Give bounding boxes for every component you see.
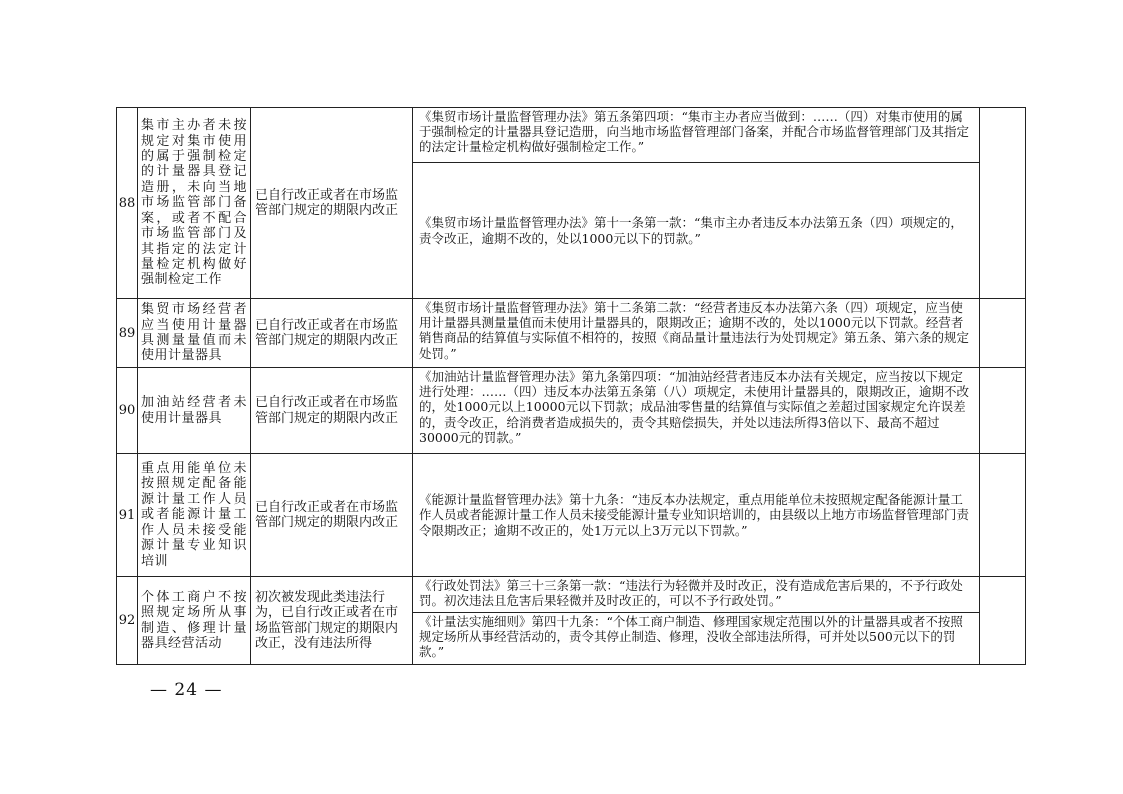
table-row [117,368,1026,454]
table-row [117,577,1026,613]
exemption-condition: 已自行改正或者在市场监管部门规定的期限内改正 [251,368,413,454]
exemption-condition: 已自行改正或者在市场监管部门规定的期限内改正 [251,454,413,577]
legal-basis: 《集贸市场计量监督管理办法》第五条第四项：“集市主办者应当做到：……（四）对集市使用的属于强制检定的计量器具登记造册，向当地市场监督管理部门备案，并配合市场监督管理部门及其指定的法定计量检定机构做好强制检定工作。” [413,108,980,163]
row-number: 88 [117,108,138,299]
violation-item: 重点用能单位未按照规定配备能源计量工作人员或者能源计量工作人员未接受能源计量专业知识培训 [138,454,251,577]
table-row [117,299,1026,368]
legal-basis: 《能源计量监督管理办法》第十九条：“违反本办法规定，重点用能单位未按照规定配备能源计量工作人员或者能源计量工作人员未接受能源计量专业知识培训的，由县级以上地方市场监督管理部门责令限期改正；逾期不改正的，处1万元以上3万元以下罚款。” [413,454,980,577]
remarks-cell [980,108,1026,299]
row-number: 89 [117,299,138,368]
legal-basis: 《计量法实施细则》第四十九条：“个体工商户制造、修理国家规定范围以外的计量器具或者不按照规定场所从事经营活动的，责令其停止制造、修理，没收全部违法所得，可并处以500元以下的罚款。” [413,613,980,665]
legal-basis: 《行政处罚法》第三十三条第一款：“违法行为轻微并及时改正，没有造成危害后果的，不予行政处罚。初次违法且危害后果轻微并及时改正的，可以不予行政处罚。” [413,577,980,613]
remarks-cell [980,577,1026,665]
violation-item: 个体工商户不按照规定场所从事制造、修理计量器具经营活动 [138,577,251,665]
violation-item: 集贸市场经营者应当使用计量器具测量量值而未使用计量器具 [138,299,251,368]
legal-basis: 《加油站计量监督管理办法》第九条第四项：“加油站经营者违反本办法有关规定，应当按以下规定进行处理：……（四）违反本办法第五条第（八）项规定，未使用计量器具的，限期改正，逾期不改的，处1000元以上10000元以下罚款；成品油零售量的结算值与实际值之差超过国家规定允许误差的，责令改正，给消费者造成损失的，责令其赔偿损失，并处以违法所得3倍以下、最高不超过30000元的罚款。” [413,368,980,454]
violation-item: 集市主办者未按规定对集市使用的属于强制检定的计量器具登记造册，未向当地市场监管部门备案，或者不配合市场监管部门及其指定的法定计量检定机构做好强制检定工作 [138,108,251,299]
row-number: 92 [117,577,138,665]
legal-basis: 《集贸市场计量监督管理办法》第十二条第二款：“经营者违反本办法第六条（四）项规定，应当使用计量器具测量量值而未使用计量器具的，限期改正；逾期不改的，处以1000元以下罚款。经营者销售商品的结算值与实际值不相符的，按照《商品量计量违法行为处罚规定》第五条、第六条的规定处罚。” [413,299,980,368]
table-row [117,454,1026,577]
legal-basis: 《集贸市场计量监督管理办法》第十一条第一款：“集市主办者违反本办法第五条（四）项规定的，责令改正，逾期不改的，处以1000元以下的罚款。” [413,163,980,299]
exemption-condition: 初次被发现此类违法行为，已自行改正或者在市场监管部门规定的期限内改正，没有违法所得 [251,577,413,665]
exemption-condition: 已自行改正或者在市场监管部门规定的期限内改正 [251,299,413,368]
remarks-cell [980,299,1026,368]
remarks-cell [980,454,1026,577]
measurement-penalty-table [116,107,1026,665]
violation-item: 加油站经营者未使用计量器具 [138,368,251,454]
table-row [117,108,1026,163]
row-number: 90 [117,368,138,454]
exemption-condition: 已自行改正或者在市场监管部门规定的期限内改正 [251,108,413,299]
page-number: — 24 — [150,680,223,700]
remarks-cell [980,368,1026,454]
row-number: 91 [117,454,138,577]
